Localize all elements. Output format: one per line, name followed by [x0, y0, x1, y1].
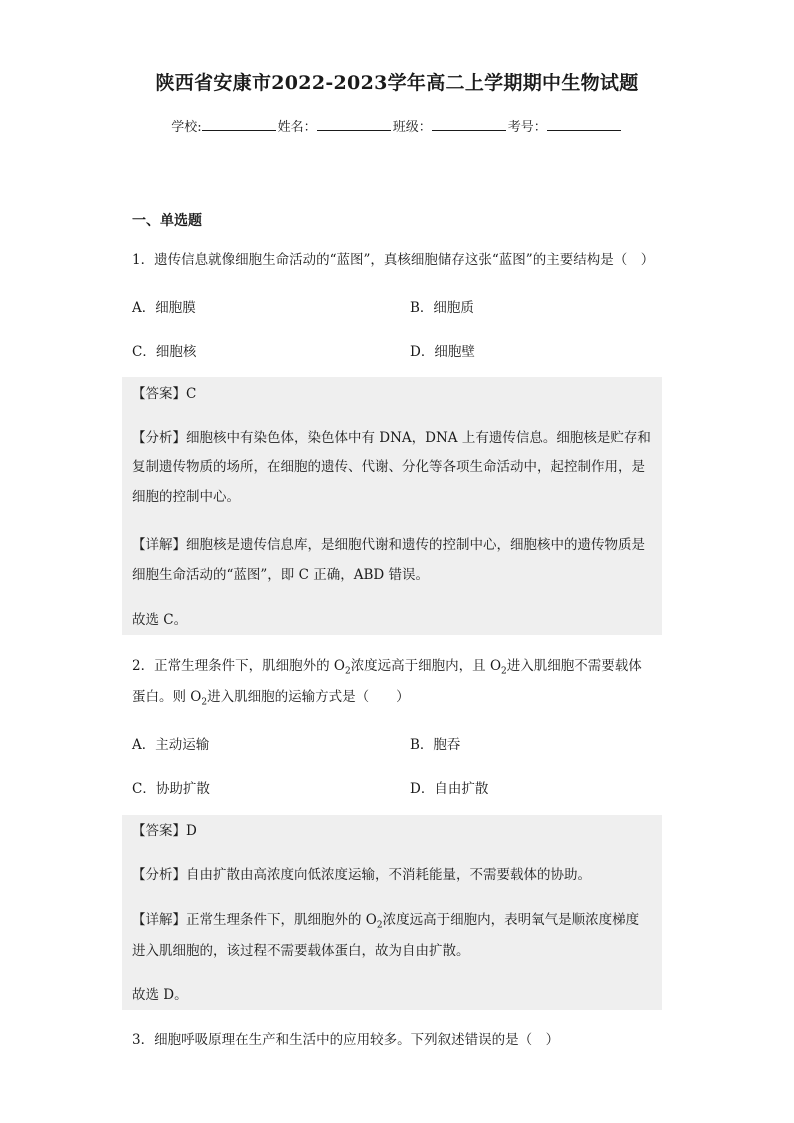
q1-answer: 【答案】C: [132, 386, 197, 402]
q2-choose: 故选 D。: [132, 987, 188, 1003]
class-label: 班级：: [392, 120, 432, 135]
q1-analysis-line-3: 细胞的控制中心。: [132, 489, 240, 505]
q2-option-d: D．自由扩散: [410, 781, 489, 797]
q2-option-c: C．协助扩散: [132, 781, 210, 797]
q1-option-d: D．细胞壁: [410, 344, 475, 360]
q2-stem-line-2: 蛋白。则 $O_2$进入肌细胞的运输方式是（ ）: [132, 689, 410, 708]
q1-choose: 故选 C。: [132, 612, 188, 628]
q1-detail-line-2: 细胞生命活动的“蓝图”，即 C 正确，ABD 错误。: [132, 567, 429, 583]
school-label: 学校:: [171, 120, 202, 135]
q1-option-c: C．细胞核: [132, 344, 197, 360]
q2-detail-line-1: 【详解】正常生理条件下，肌细胞外的 $O_2$浓度远高于细胞内，表明氧气是顺浓度梯度: [132, 912, 640, 931]
q2-answer-block: [122, 815, 662, 1010]
q1-option-b: B．细胞质: [410, 300, 474, 316]
q1-stem: 1．遗传信息就像细胞生命活动的“蓝图”，真核细胞储存这张“蓝图”的主要结构是（ ）: [132, 252, 655, 268]
q2-detail-line-2: 进入肌细胞的，该过程不需要载体蛋白，故为自由扩散。: [132, 943, 470, 959]
name-label: 姓名：: [277, 120, 317, 135]
school-blank[interactable]: [202, 117, 276, 131]
q2-answer: 【答案】D: [132, 823, 197, 839]
exam-no-label: 考号：: [507, 120, 547, 135]
page-title: 陕西省安康市2022-2023学年高二上学期期中生物试题: [155, 72, 639, 94]
q2-option-b: B．胞吞: [410, 737, 461, 753]
q2-analysis: 【分析】自由扩散由高浓度向低浓度运输，不消耗能量，不需要载体的协助。: [132, 867, 591, 883]
exam-no-blank[interactable]: [547, 117, 621, 131]
q1-analysis-line-1: 【分析】细胞核中有染色体，染色体中有 DNA，DNA 上有遗传信息。细胞核是贮存和: [132, 430, 651, 446]
q2-option-a: A．主动运输: [132, 737, 210, 753]
q1-analysis-line-2: 复制遗传物质的场所，在细胞的遗传、代谢、分化等各项生命活动中，起控制作用，是: [132, 459, 645, 475]
q1-option-a: A．细胞膜: [132, 300, 196, 316]
student-info-row: [0, 116, 794, 135]
name-blank[interactable]: [317, 117, 391, 131]
q2-stem-line-1: 2．正常生理条件下，肌细胞外的 $O_2$浓度远高于细胞内，且 $O_2$进入肌细胞不需要载体: [132, 658, 642, 677]
q1-detail-line-1: 【详解】细胞核是遗传信息库，是细胞代谢和遗传的控制中心，细胞核中的遗传物质是: [132, 537, 645, 553]
q1-answer-block: [122, 377, 662, 635]
q3-stem: 3．细胞呼吸原理在生产和生活中的应用较多。下列叙述错误的是（ ）: [132, 1032, 560, 1048]
section-title: 一、单选题: [132, 213, 202, 229]
class-blank[interactable]: [432, 117, 506, 131]
